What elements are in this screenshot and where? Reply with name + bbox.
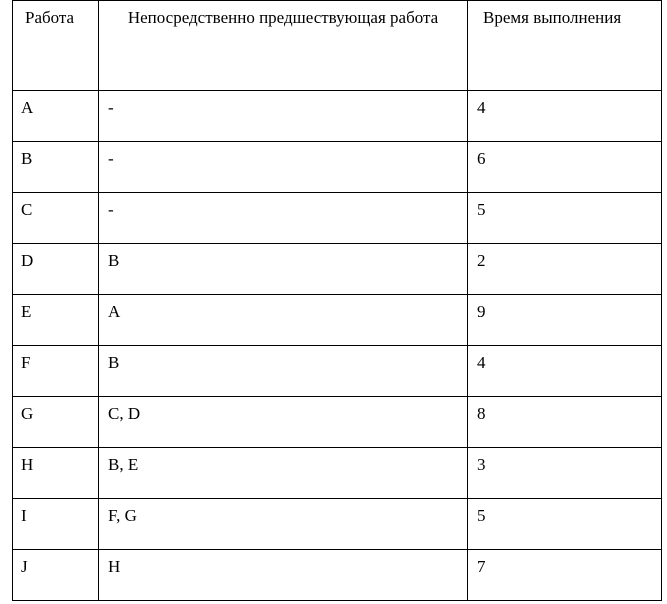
task-cell: E <box>13 295 99 346</box>
duration-cell: 4 <box>468 346 662 397</box>
table-row <box>13 244 662 295</box>
task-cell: A <box>13 91 99 142</box>
duration-cell: 2 <box>468 244 662 295</box>
table-row <box>13 397 662 448</box>
table-row <box>13 346 662 397</box>
task-cell: H <box>13 448 99 499</box>
predecessor-cell: F, G <box>99 499 468 550</box>
table-row <box>13 499 662 550</box>
task-cell: G <box>13 397 99 448</box>
duration-cell: 5 <box>468 193 662 244</box>
duration-cell: 5 <box>468 499 662 550</box>
predecessor-cell: C, D <box>99 397 468 448</box>
table-row <box>13 91 662 142</box>
task-cell: J <box>13 550 99 601</box>
duration-cell: 6 <box>468 142 662 193</box>
table-body <box>13 91 662 601</box>
duration-cell: 4 <box>468 91 662 142</box>
table-header <box>13 1 662 91</box>
task-cell: F <box>13 346 99 397</box>
duration-cell: 3 <box>468 448 662 499</box>
duration-cell: 7 <box>468 550 662 601</box>
predecessor-cell: B <box>99 244 468 295</box>
task-cell: D <box>13 244 99 295</box>
duration-cell: 8 <box>468 397 662 448</box>
table-row <box>13 295 662 346</box>
duration-cell: 9 <box>468 295 662 346</box>
predecessor-cell: B <box>99 346 468 397</box>
predecessor-cell: - <box>99 91 468 142</box>
header-row <box>13 1 662 91</box>
task-cell: I <box>13 499 99 550</box>
predecessor-cell: - <box>99 193 468 244</box>
table-row <box>13 142 662 193</box>
predecessor-cell: H <box>99 550 468 601</box>
predecessor-cell: - <box>99 142 468 193</box>
predecessor-cell: B, E <box>99 448 468 499</box>
task-cell: C <box>13 193 99 244</box>
header-predecessor: Непосредственно предшествующая работа <box>99 1 468 91</box>
header-task: Работа <box>13 1 99 91</box>
header-duration: Время выполнения <box>468 1 662 91</box>
precedence-table <box>12 0 662 601</box>
table-row <box>13 550 662 601</box>
task-cell: B <box>13 142 99 193</box>
table-row <box>13 193 662 244</box>
table-row <box>13 448 662 499</box>
predecessor-cell: A <box>99 295 468 346</box>
